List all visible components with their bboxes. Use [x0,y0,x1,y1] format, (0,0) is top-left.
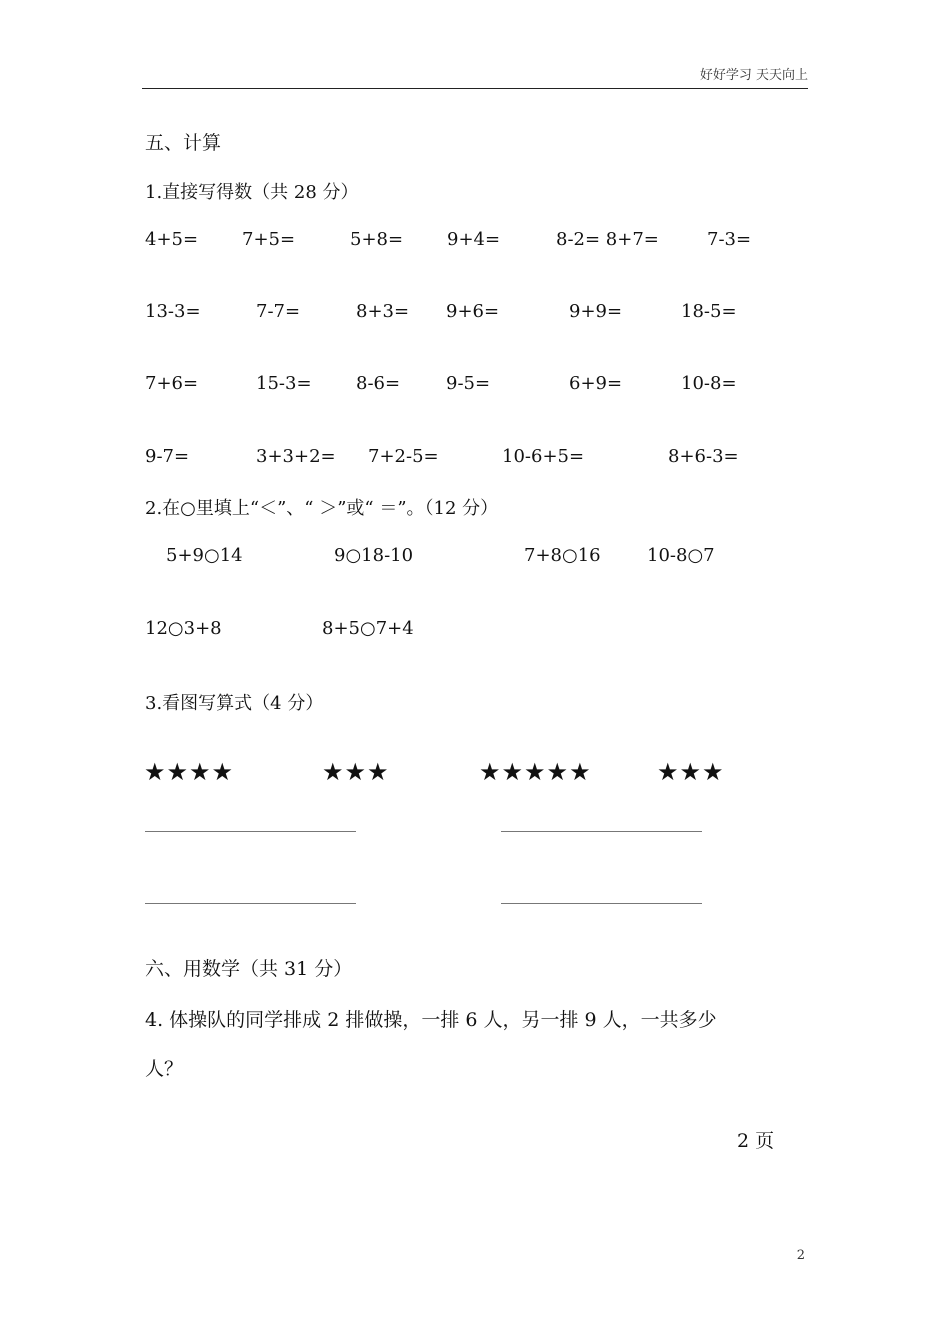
arithmetic-item: 15-3= [256,373,312,394]
arithmetic-item: 8-2= 8+7= [556,229,659,250]
arithmetic-item: 7-7= [256,301,301,322]
arithmetic-item: 7-3= [707,229,752,250]
arithmetic-item: 8+3= [356,301,410,322]
answer-blank [145,831,356,832]
answer-blank [501,831,702,832]
arithmetic-item: 7+5= [242,229,296,250]
arithmetic-item: 10-8= [681,373,737,394]
question-3-title: 3.看图写算式（4 分） [145,693,324,714]
page-number: 2 [796,1248,805,1263]
question-1-title: 1.直接写得数（共 28 分） [145,182,359,203]
arithmetic-item: 6+9= [569,373,623,394]
star-group: ★★★ [322,758,390,786]
arithmetic-item: 7+2-5= [368,446,439,467]
arithmetic-item: 18-5= [681,301,737,322]
arithmetic-item: 9+4= [447,229,501,250]
comparison-item: 5+9○14 [166,545,243,566]
section-6-title: 六、用数学（共 31 分） [145,958,353,980]
arithmetic-item: 8-6= [356,373,401,394]
arithmetic-item: 4+5= [145,229,199,250]
arithmetic-item: 5+8= [350,229,404,250]
header-motto: 好好学习 天天向上 [699,68,808,83]
arithmetic-item: 7+6= [145,373,199,394]
header-rule [142,88,808,89]
arithmetic-item: 3+3+2= [256,446,336,467]
question-4-line-2: 人？ [145,1058,184,1080]
comparison-item: 7+8○16 [524,545,601,566]
arithmetic-item: 9-5= [446,373,491,394]
star-group: ★★★★ [144,758,235,786]
star-group: ★★★★★ [479,758,592,786]
section-5-title: 五、计算 [145,132,222,154]
answer-blank [501,903,702,904]
comparison-item: 8+5○7+4 [322,618,414,639]
arithmetic-item: 9+9= [569,301,623,322]
arithmetic-item: 10-6+5= [502,446,585,467]
arithmetic-item: 9+6= [446,301,500,322]
comparison-item: 10-8○7 [647,545,715,566]
question-4-line-1: 4. 体操队的同学排成 2 排做操，一排 6 人，另一排 9 人，一共多少 [145,1009,717,1031]
question-2-title: 2.在○里填上“＜”、“ ＞”或“ ＝”。（12 分） [145,498,499,519]
arithmetic-item: 9-7= [145,446,190,467]
arithmetic-item: 8+6-3= [668,446,739,467]
comparison-item: 9○18-10 [334,545,414,566]
star-group: ★★★ [657,758,725,786]
answer-blank [145,903,356,904]
arithmetic-item: 13-3= [145,301,201,322]
page-label: 2 页 [737,1130,775,1152]
comparison-item: 12○3+8 [145,618,222,639]
